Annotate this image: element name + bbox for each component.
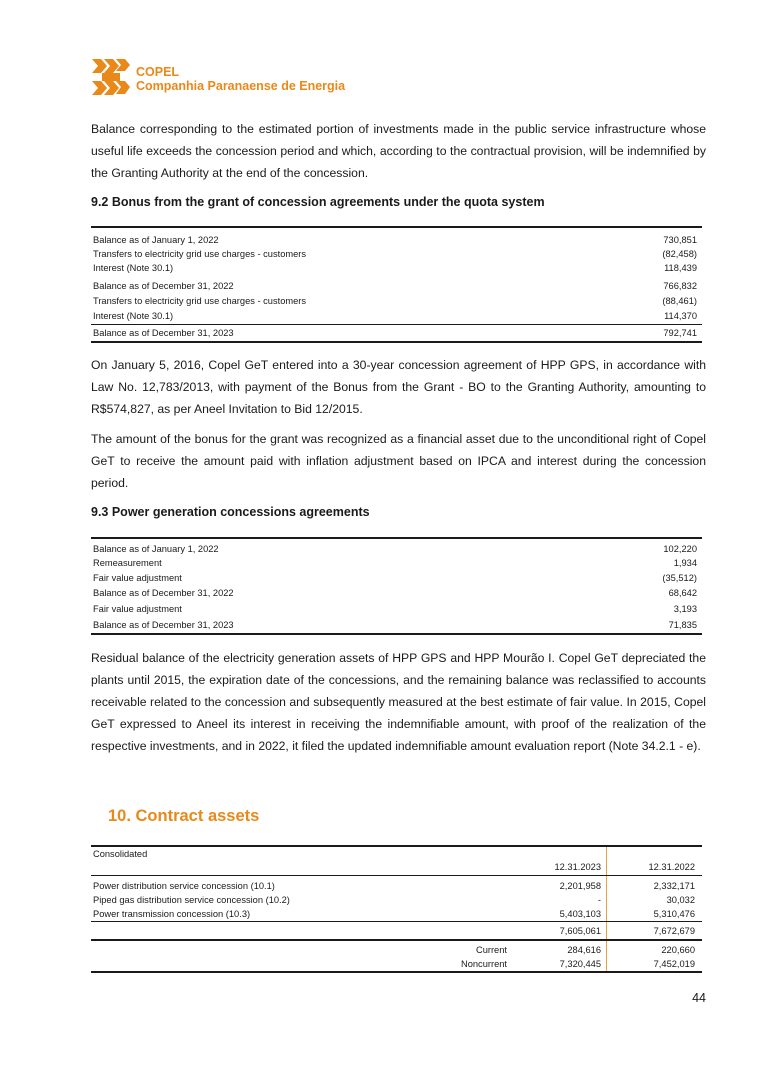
section-9-3-paragraph: Residual balance of the electricity generation assets of HPP GPS and HPP Mourão I. Copel GeT depreciated the plants until 2015, the expiration date of the concessions, and the remaining balance was reclassified to accounts receivable related to the concession and subsequently measured at the best estimate of fair value. In 2015, Copel GeT expressed to Aneel its interest in receiving the indemnifiable amount, with proof of the realization of the respective investments, and in 2022, it filed the updated indemnifiable amount evaluation report (Note 34.2.1 - e). [91, 651, 706, 753]
row-value-2023: 2,201,958 [559, 881, 601, 891]
row-value-2023: 5,403,103 [559, 909, 601, 919]
total-rule [91, 939, 702, 941]
table-bottom-rule [91, 971, 702, 973]
table-row: Balance as of December 31, 2022 68,642 [93, 588, 697, 598]
row-label: Piped gas distribution service concession (10.2) [93, 895, 290, 905]
intro-paragraph: Balance corresponding to the estimated portion of investments made in the public service infrastructure whose useful life exceeds the concession period and which, according to the contractual provision, will be indemnified by the Granting Authority at the end of the concession. [91, 122, 706, 180]
table-row: Transfers to electricity grid use charges - customers (88,461) [93, 296, 697, 306]
section-9-2-heading: 9.2 Bonus from the grant of concession agreements under the quota system [91, 195, 545, 209]
table-rule [91, 324, 702, 325]
table-title: Consolidated [93, 849, 148, 859]
table-top-rule [91, 537, 702, 539]
noncurrent-2023: 7,320,445 [559, 959, 601, 969]
table-row: Balance as of December 31, 2022 766,832 [93, 281, 697, 291]
column-header-2022: 12.31.2022 [648, 862, 695, 872]
section-10-heading: 10. Contract assets [108, 807, 260, 825]
table-row: Transfers to electricity grid use charges - customers (82,458) [93, 249, 697, 259]
total-2023: 7,605,061 [559, 926, 601, 936]
table-row: Remeasurement 1,934 [93, 558, 697, 568]
table-bottom-rule [91, 633, 702, 635]
current-2022: 220,660 [661, 945, 695, 955]
table-row: Balance as of January 1, 2022 102,220 [93, 544, 697, 554]
row-label: Power transmission concession (10.3) [93, 909, 251, 919]
row-value-2023: - [597, 895, 601, 905]
subtotal-rule [91, 921, 702, 922]
header-rule [91, 875, 702, 876]
table-row: Interest (Note 30.1) 114,370 [93, 311, 697, 321]
table-row: Balance as of December 31, 2023 792,741 [93, 328, 697, 338]
logo-subtitle: Companhia Paranaense de Energia [136, 79, 346, 93]
table-row: Fair value adjustment (35,512) [93, 573, 697, 583]
section-9-3-heading: 9.3 Power generation concessions agreements [91, 505, 370, 519]
column-header-2023: 12.31.2023 [554, 862, 601, 872]
row-value-2022: 30,032 [666, 895, 695, 905]
table-row: Balance as of December 31, 2023 71,835 [93, 620, 697, 630]
copel-logo-icon [92, 59, 130, 95]
logo-title: COPEL [136, 65, 180, 79]
row-value-2022: 5,310,476 [653, 909, 695, 919]
table-row: Fair value adjustment 3,193 [93, 604, 697, 614]
noncurrent-2022: 7,452,019 [653, 959, 695, 969]
section-9-2-paragraph-2: The amount of the bonus for the grant was recognized as a financial asset due to the unconditional right of Copel GeT to receive the amount paid with inflation adjustment based on IPCA and interest during the concession period. [91, 432, 706, 490]
page-number: 44 [692, 991, 706, 1005]
table-row: Interest (Note 30.1) 118,439 [93, 263, 697, 273]
table-bottom-rule [91, 341, 702, 343]
total-2022: 7,672,679 [653, 926, 695, 936]
current-label: Current [475, 945, 507, 955]
noncurrent-label: Noncurrent [461, 959, 507, 969]
section-9-2-paragraph-1: On January 5, 2016, Copel GeT entered into a 30-year concession agreement of HPP GPS, in accordance with Law No. 12,783/2013, with payment of the Bonus from the Grant - BO to the Granting Authority, amounting to R$574,827, as per Aneel Invitation to Bid 12/2015. [91, 358, 706, 416]
current-2023: 284,616 [567, 945, 601, 955]
table-top-rule [91, 845, 702, 847]
row-label: Power distribution service concession (10.1) [93, 881, 275, 891]
table-top-rule [91, 226, 702, 228]
row-value-2022: 2,332,171 [653, 881, 695, 891]
column-highlight-line [606, 847, 607, 971]
table-row: Balance as of January 1, 2022 730,851 [93, 235, 697, 245]
